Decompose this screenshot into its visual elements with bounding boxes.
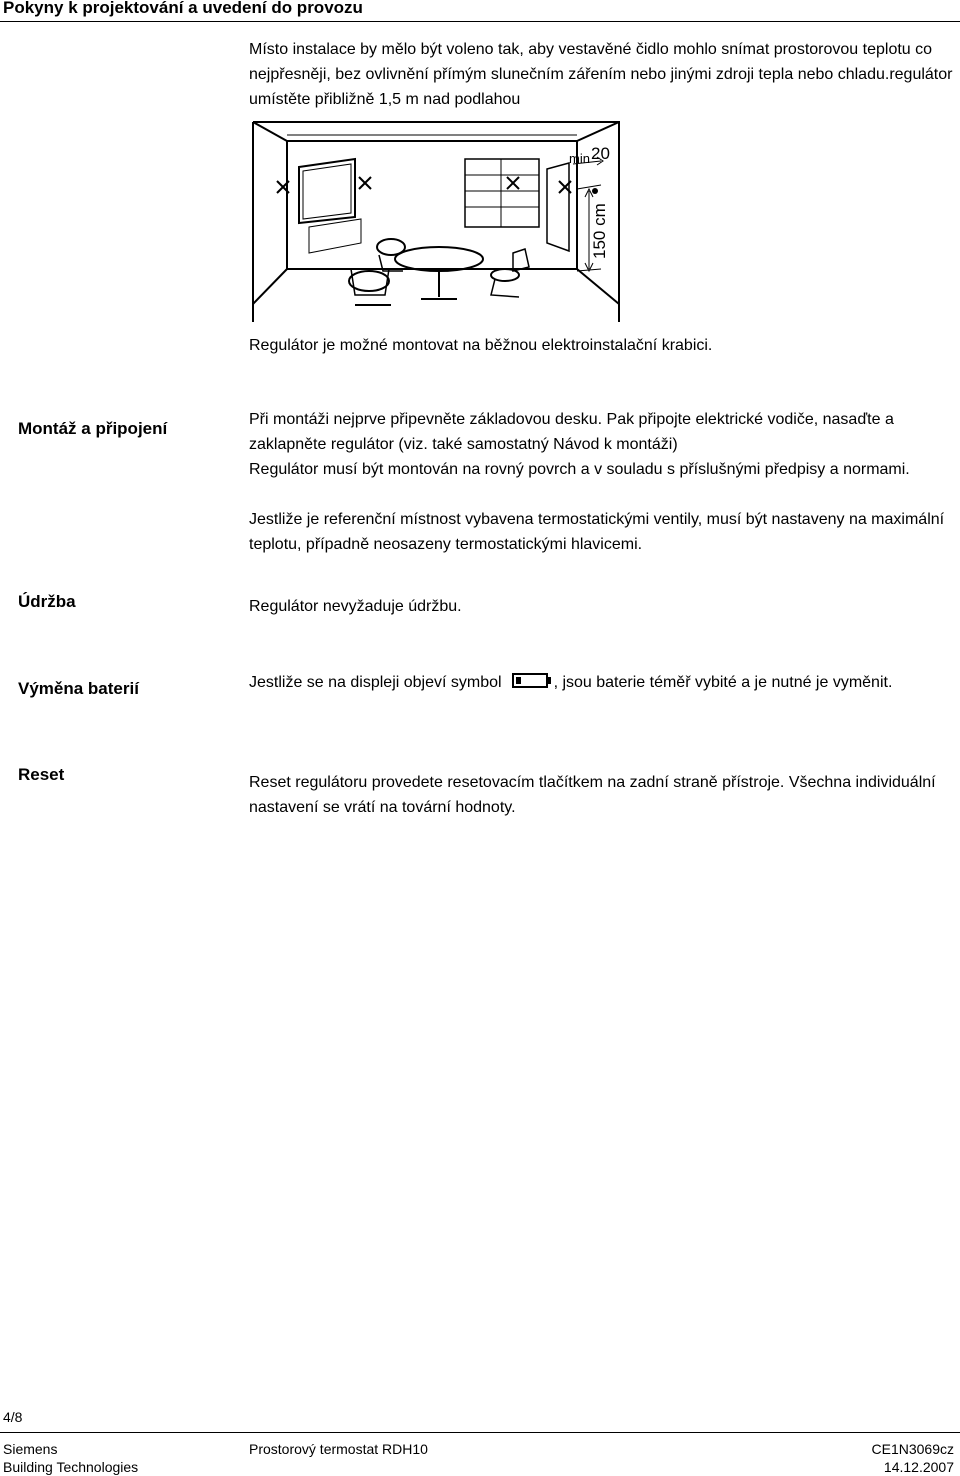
montaz-paragraph-1: Při montáži nejprve připevněte základovou desku. Pak připojte elektrické vodiče, nasaďte a zaklapněte regulátor (viz. také samostatný Návod k montáži) (249, 411, 894, 453)
footer-divider (0, 1432, 960, 1433)
room-placement-illustration (251, 119, 621, 324)
baterie-text-after: , jsou baterie téměř vybité a je nutné je vyměnit. (553, 674, 893, 691)
header-divider (0, 21, 960, 22)
reset-paragraph: Reset regulátoru provedete resetovacím tlačítkem na zadní straně přístroje. Všechna individuální nastavení se vrátí na tovární hodnoty. (249, 774, 936, 816)
page-number: 4/8 (3, 1409, 23, 1425)
page-header-title: Pokyny k projektování a uvedení do provozu (3, 0, 363, 17)
min-label: min (569, 151, 590, 166)
footer-date: 14.12.2007 (883, 1459, 954, 1475)
section-label-reset: Reset (18, 765, 65, 784)
battery-low-icon (512, 672, 552, 698)
footer-product: Prostorový termostat RDH10 (249, 1441, 428, 1457)
section-label-udrzba: Údržba (18, 592, 76, 611)
after-figure-paragraph: Regulátor je možné montovat na běžnou elektroinstalační krabici. (249, 337, 713, 354)
footer-doc-id: CE1N3069cz (871, 1441, 954, 1457)
footer-division: Building Technologies (3, 1459, 139, 1475)
montaz-paragraph-3: Jestliže je referenční místnost vybavena termostatickými ventily, musí být nastaveny na maximální teplotu, případně neosazeny termostatickými hlavicemi. (249, 511, 945, 553)
intro-paragraph: Místo instalace by mělo být voleno tak, aby vestavěné čidlo mohlo snímat prostorovou teplotu co nejpřesněji, bez ovlivnění přímým slunečním zářením nebo jinými zdroji tepla nebo chladu.regulátor umístěte přibližně 1,5 m nad podlahou (249, 41, 953, 108)
baterie-text-before: Jestliže se na displeji objeví symbol (249, 674, 502, 691)
baterie-paragraph (249, 670, 957, 698)
height-label: 150 cm (590, 203, 609, 259)
section-label-montaz: Montáž a připojení (18, 419, 168, 438)
udrzba-paragraph: Regulátor nevyžaduje údržbu. (249, 598, 462, 615)
twenty-label: 20 (591, 144, 610, 163)
section-label-baterie: Výměna baterií (18, 679, 139, 698)
montaz-paragraph-2: Regulátor musí být montován na rovný povrch a v souladu s příslušnými předpisy a normami. (249, 461, 910, 478)
footer-company: Siemens (3, 1441, 58, 1457)
